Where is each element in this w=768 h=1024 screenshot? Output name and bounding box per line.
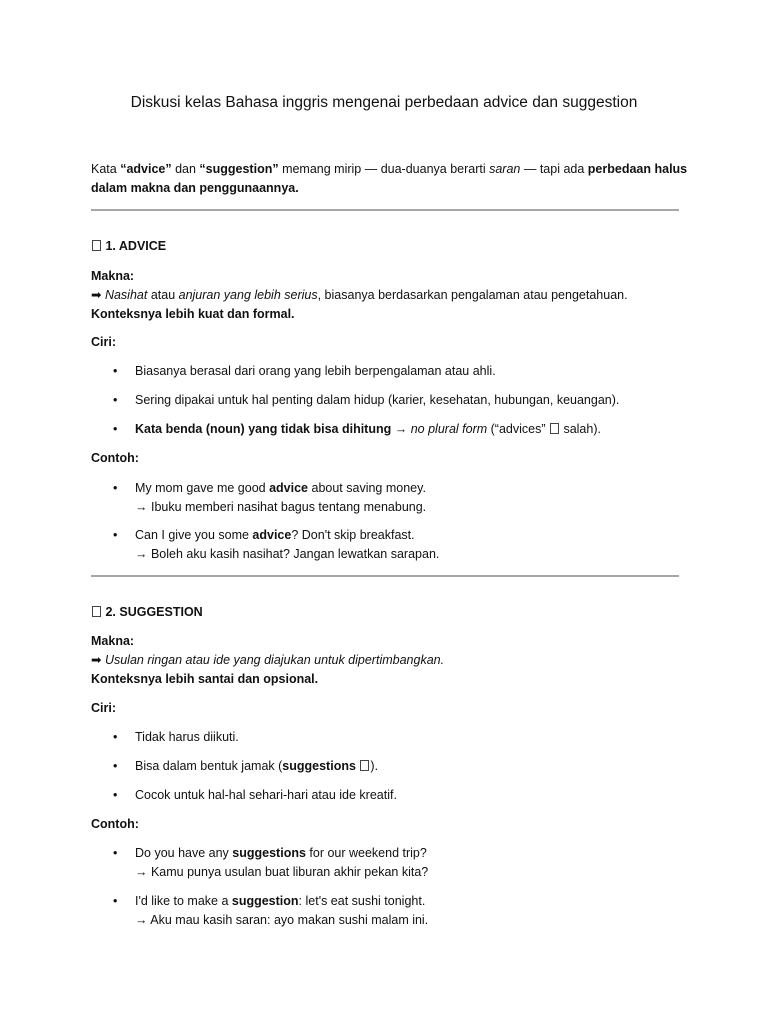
intro-suggestion-term: “suggestion”: [199, 162, 279, 176]
example-translation: → Aku mau kasih saran: ayo makan sushi malam ini.: [135, 913, 429, 927]
suggestion-ciri-list: [91, 728, 691, 747]
intro-text: — tapi ada: [520, 162, 588, 176]
intro-text: dan: [171, 162, 200, 176]
advice-example-list: [91, 479, 691, 517]
makna-text: , biasanya berdasarkan pengalaman atau pengetahuan.: [317, 288, 628, 302]
advice-heading-text: 1. ADVICE: [102, 239, 167, 253]
arrow-text: →: [391, 422, 411, 436]
advice-heading: [91, 237, 691, 256]
example-text: I'd like to make a: [135, 894, 232, 908]
list-item: [91, 757, 691, 776]
example-keyword: suggestion: [231, 894, 299, 908]
contoh-label: Contoh:: [91, 451, 139, 465]
missing-glyph-icon: [92, 606, 101, 617]
intro-emphasis: perbedaan halus dalam makna dan penggunaannya.: [91, 162, 688, 195]
example-text: about saving money.: [308, 481, 426, 495]
makna-label: Makna:: [91, 634, 135, 648]
intro-advice-term: “advice”: [120, 162, 172, 176]
missing-glyph-icon: [550, 423, 559, 434]
makna-label: Makna:: [91, 269, 135, 283]
missing-glyph-icon: [92, 240, 101, 251]
suggestion-heading-text: 2. SUGGESTION: [102, 605, 203, 619]
example-translation: → Boleh aku kasih nasihat? Jangan lewatkan sarapan.: [135, 547, 440, 561]
makna-text: atau: [147, 288, 179, 302]
example-text: Do you have any: [135, 846, 233, 860]
ciri-text: (“advices”: [487, 422, 549, 436]
example-translation: → Kamu punya usulan buat liburan akhir pekan kita?: [135, 865, 429, 879]
intro-text: memang mirip — dua-duanya berarti: [278, 162, 490, 176]
list-item: • Cocok untuk hal-hal sehari-hari atau ide kreatif.: [91, 786, 691, 805]
suggestion-ciri-list: [91, 757, 691, 776]
example-text: : let's eat sushi tonight.: [298, 894, 426, 908]
suggestion-makna-line: [91, 651, 691, 670]
list-item: • Sering dipakai untuk hal penting dalam hidup (karier, kesehatan, hubungan, keuangan).: [91, 391, 691, 410]
contoh-label: Contoh:: [91, 817, 139, 831]
advice-example-list: [91, 526, 691, 564]
horizontal-divider: [91, 209, 679, 211]
example-text: Can I give you some: [135, 528, 253, 542]
ciri-text: Bisa dalam bentuk jamak (: [135, 759, 283, 773]
arrow-right-icon: ➡: [91, 288, 105, 302]
advice-ciri-list: [91, 391, 691, 410]
horizontal-divider: [91, 575, 679, 577]
suggestion-ciri-list: [91, 786, 691, 805]
example-text: My mom gave me good: [135, 481, 270, 495]
intro-paragraph: [91, 160, 691, 198]
ciri-text: ).: [370, 759, 379, 773]
list-item: [91, 844, 691, 882]
list-item: • Biasanya berasal dari orang yang lebih berpengalaman atau ahli.: [91, 362, 691, 381]
advice-ciri-list: [91, 362, 691, 381]
suggestion-heading: [91, 603, 691, 622]
missing-glyph-icon: [360, 760, 369, 771]
advice-makna-line: [91, 286, 691, 305]
example-text: ? Don't skip breakfast.: [291, 528, 415, 542]
document-title: Diskusi kelas Bahasa inggris mengenai perbedaan advice dan suggestion: [130, 94, 638, 111]
list-item: [91, 479, 691, 517]
example-keyword: advice: [269, 481, 309, 495]
ciri-text: [356, 759, 359, 773]
list-item: • Tidak harus diikuti.: [91, 728, 691, 747]
suggestion-example-list: [91, 844, 691, 882]
list-item: [91, 526, 691, 564]
intro-text: Kata: [91, 162, 121, 176]
arrow-right-icon: ➡: [91, 653, 105, 667]
example-keyword: advice: [252, 528, 292, 542]
ciri-label: Ciri:: [91, 335, 116, 349]
list-item: [91, 420, 691, 439]
ciri-bold: Kata benda (noun) yang tidak bisa dihitung: [135, 422, 392, 436]
makna-italic: anjuran yang lebih serius: [178, 288, 318, 302]
suggestion-example-list: [91, 892, 691, 930]
makna-context: Konteksnya lebih santai dan opsional.: [91, 672, 319, 686]
ciri-label: Ciri:: [91, 701, 116, 715]
intro-saran-term: saran: [489, 162, 521, 176]
suggestion-makna: [91, 632, 691, 689]
ciri-italic: no plural form: [410, 422, 488, 436]
example-text: for our weekend trip?: [305, 846, 427, 860]
advice-makna: [91, 267, 691, 324]
makna-context: Konteksnya lebih kuat dan formal.: [91, 307, 295, 321]
ciri-bold: suggestions: [282, 759, 356, 773]
advice-ciri-list: [91, 420, 691, 439]
makna-italic: Usulan ringan atau ide yang diajukan untuk dipertimbangkan.: [104, 653, 445, 667]
makna-italic: Nasihat: [104, 288, 148, 302]
example-keyword: suggestions: [232, 846, 306, 860]
ciri-text: salah).: [559, 422, 601, 436]
list-item: [91, 892, 691, 930]
example-translation: → Ibuku memberi nasihat bagus tentang menabung.: [135, 500, 427, 514]
